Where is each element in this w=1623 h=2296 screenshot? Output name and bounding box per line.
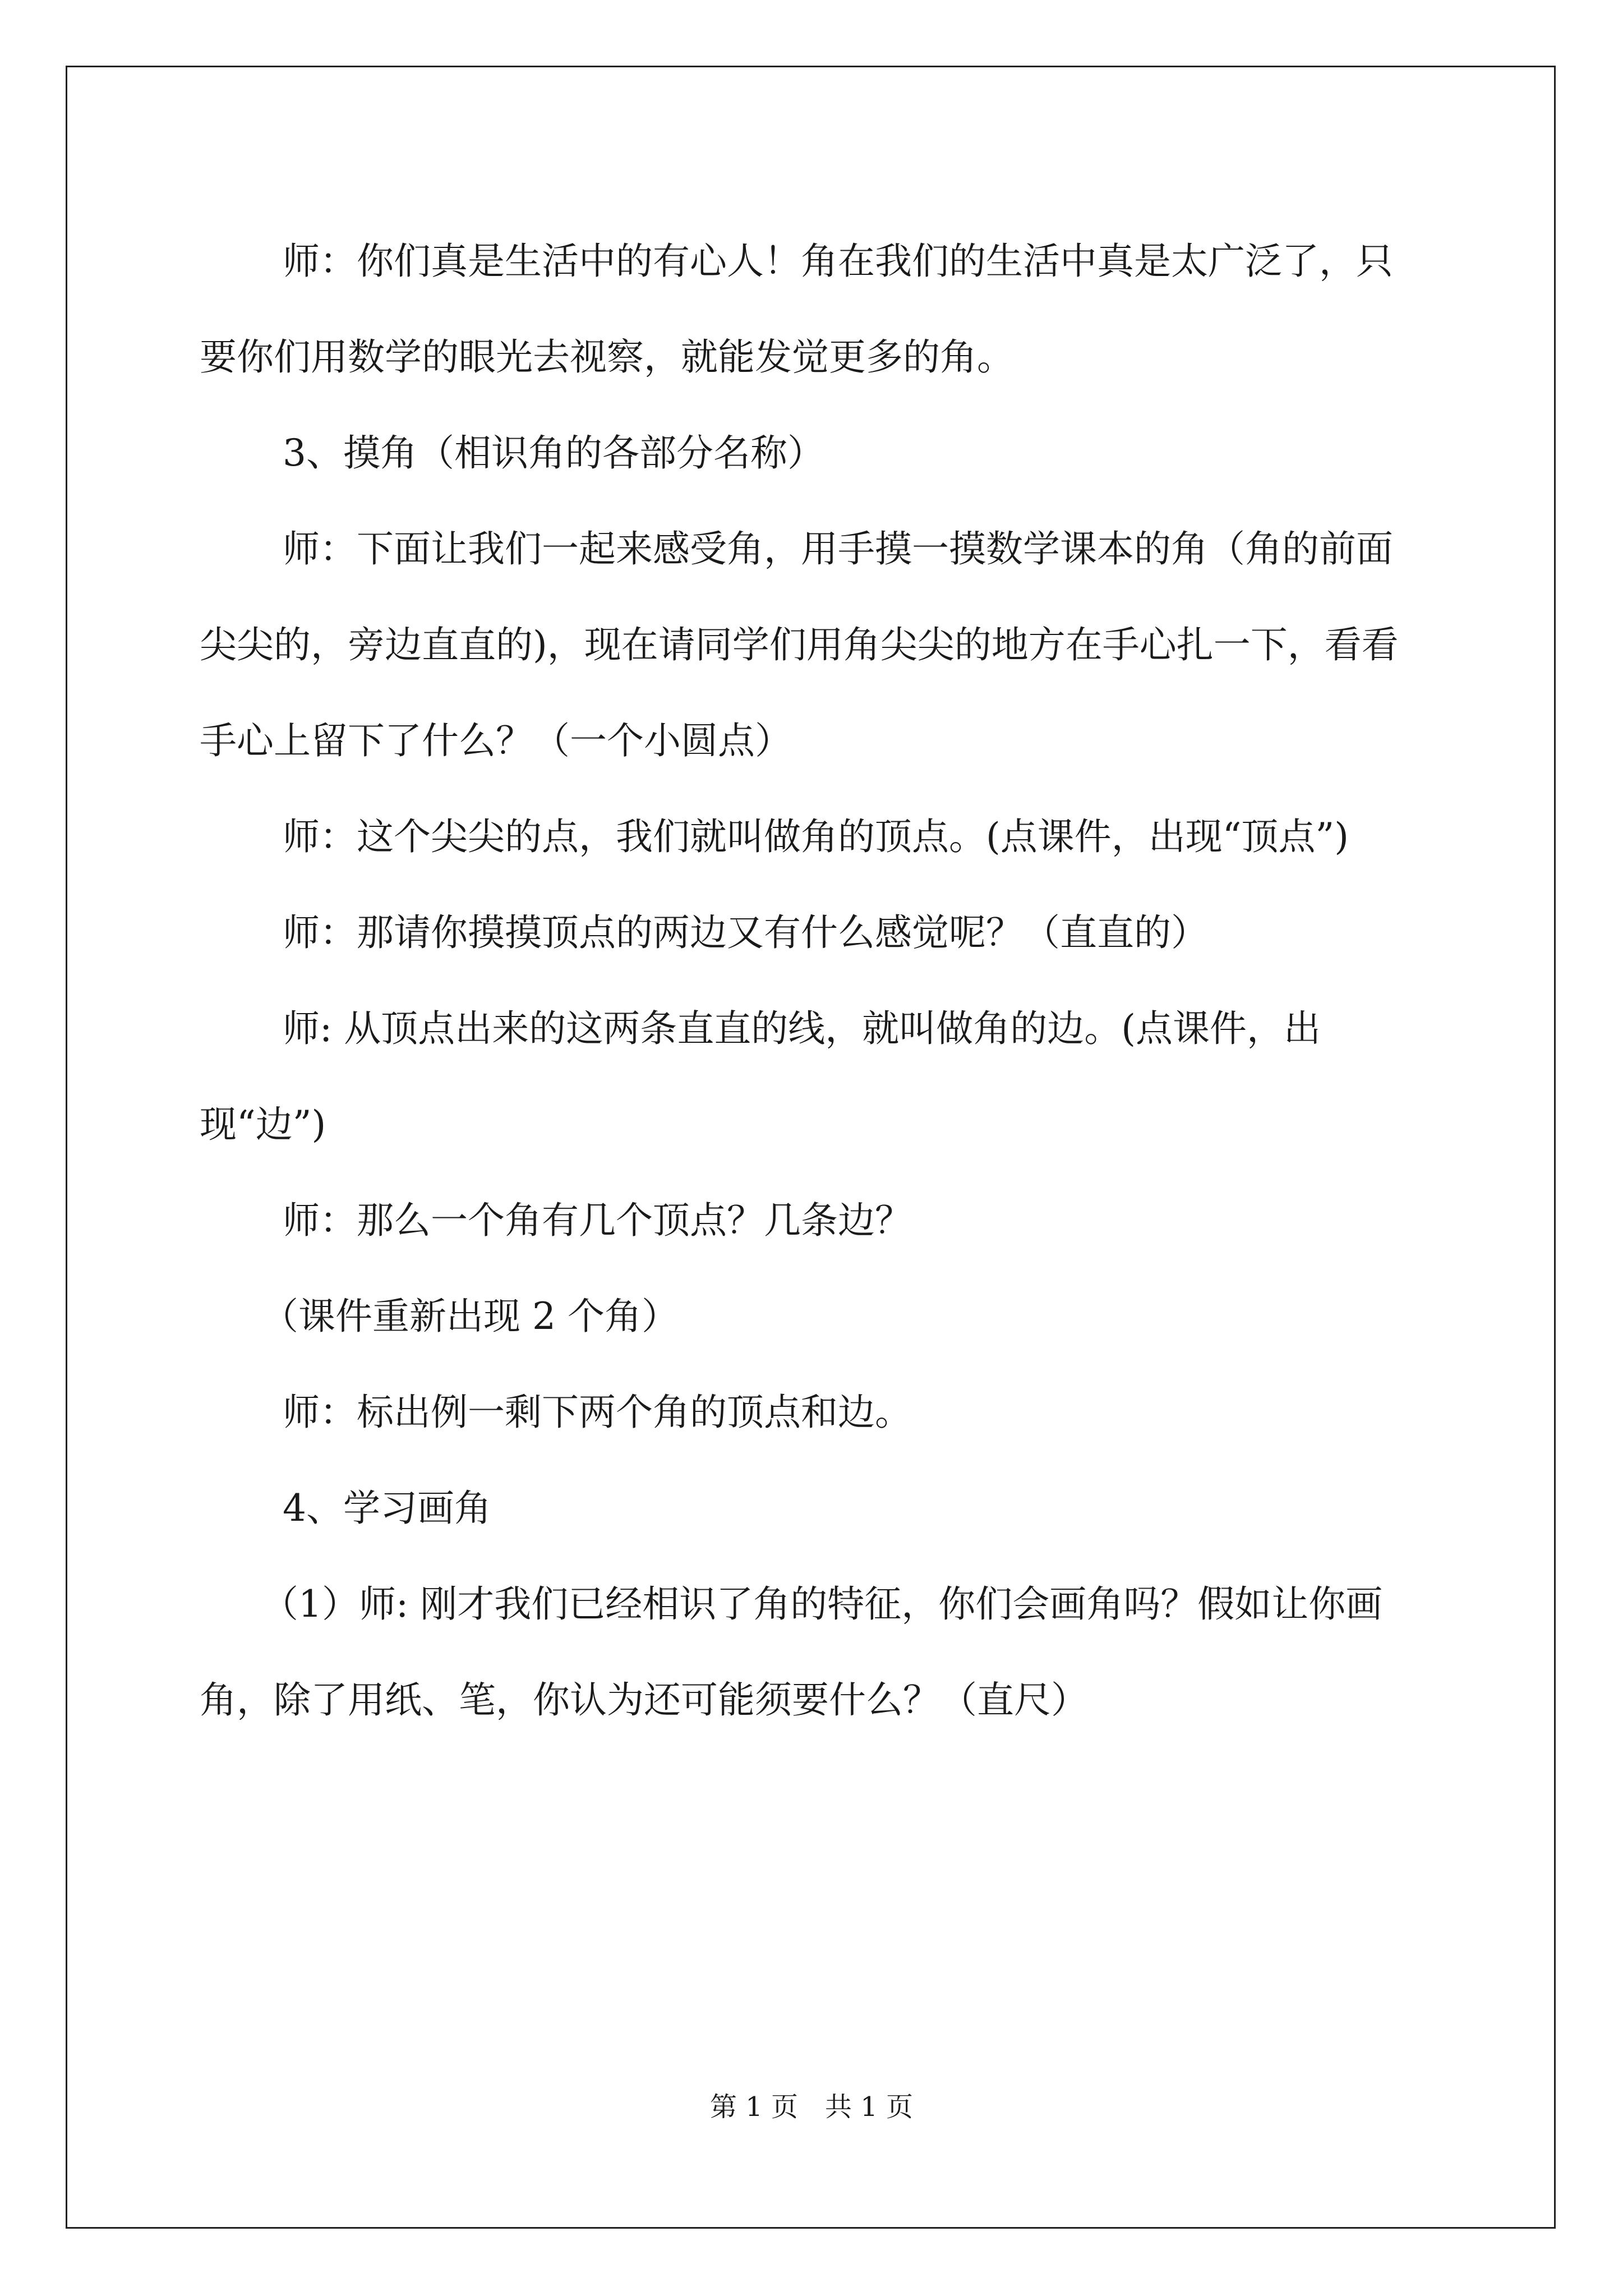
paragraph-draw-question: （1）师: 刚才我们已经相识了角的特征，你们会画角吗？假如让你画角，除了用纸、笔，你认为还可能须要什么？（直尺） — [200, 1582, 1383, 1722]
paragraph-sides: 师: 从顶点出来的这两条直直的线，就叫做角的边。(点课件，出现“边”) — [200, 1007, 1321, 1146]
section-heading-draw-angle: 4、学习画角 — [283, 1487, 491, 1530]
paragraph-feel-angle: 师：下面让我们一起来感受角，用手摸一摸数学课本的角（角的前面尖尖的，旁边直直的)，现在请同学们用角尖尖的地方在手心扎一下，看看手心上留下了什么？（一个小圆点） — [200, 527, 1399, 762]
paragraph-question-count: 师：那么一个角有几个顶点？几条边？ — [283, 1199, 912, 1242]
paragraph-courseware-note: （课件重新出现 2 个角） — [261, 1295, 679, 1338]
paragraph-mark-angles: 师：标出例一剩下两个角的顶点和边。 — [283, 1391, 912, 1434]
paragraph-vertex: 师：这个尖尖的点，我们就叫做角的顶点。(点课件，出现“顶点”) — [283, 815, 1349, 858]
document-body — [200, 213, 1422, 1748]
paragraph-touch-sides: 师：那请你摸摸顶点的两边又有什么感觉呢？（直直的） — [283, 911, 1208, 954]
paragraph-teacher-praise: 师：你们真是生活中的有心人！角在我们的生活中真是太广泛了，只要你们用数学的眼光去视察，就能发觉更多的角。 — [200, 240, 1393, 379]
page-footer: 第 1 页 共 1 页 — [709, 2091, 914, 2123]
section-heading-touch-angle: 3、摸角（相识角的各部分名称） — [283, 431, 824, 475]
